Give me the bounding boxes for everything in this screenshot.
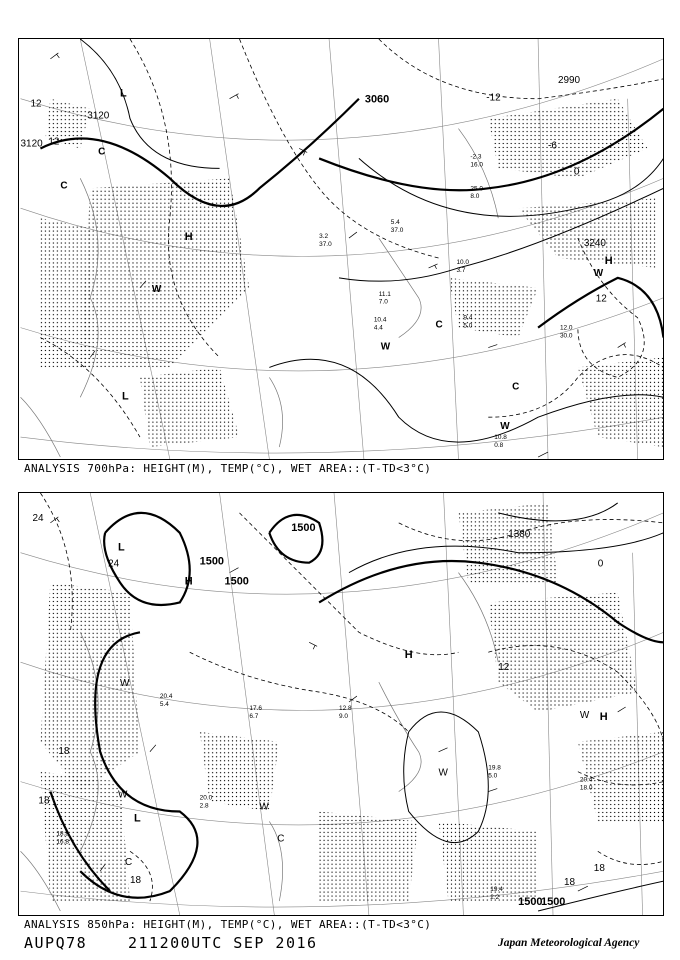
station-value: 12.8 [339, 704, 352, 712]
contour-label: 1500 [541, 896, 566, 909]
station-value: 10.8 [494, 434, 507, 442]
warm-center-symbol: W [259, 801, 269, 813]
station-value: 16.0 [470, 161, 483, 169]
station-value: 25.0 [470, 185, 483, 193]
station-value: 4.4 [373, 324, 383, 332]
warm-center-symbol: W [500, 421, 510, 433]
contour-label: 1500 [199, 555, 225, 568]
warm-center-symbol: W [593, 267, 604, 279]
isotherm-label: 18 [38, 795, 50, 807]
station-value: 30.0 [559, 332, 573, 340]
map-700hpa-svg [19, 39, 664, 459]
station-value: 19.8 [488, 764, 501, 772]
station-value: 18.8 [56, 830, 69, 838]
warm-center-symbol: W [579, 709, 590, 721]
low-center-symbol: L [118, 541, 125, 554]
wet-area [40, 503, 663, 901]
wet-area [40, 99, 663, 450]
station-value: 6.7 [249, 712, 259, 720]
station-value: 8.0 [470, 193, 480, 201]
station-value: 20.4 [159, 693, 173, 701]
low-center-symbol: L [133, 812, 141, 825]
map-panel-700hpa [18, 38, 664, 460]
station-value: 3.7 [456, 266, 466, 274]
station-value: 19.4 [490, 886, 503, 894]
warm-center-symbol: W [438, 767, 448, 779]
low-center-symbol: L [122, 390, 129, 403]
high-center-symbol: H [184, 575, 193, 588]
agency-name: Japan Meteorological Agency [498, 937, 640, 949]
cold-center-symbol: C [435, 319, 443, 331]
station-value: 16.8 [56, 838, 69, 846]
station-value: 9.4 [463, 314, 473, 322]
station-value: 17.6 [249, 704, 263, 712]
cold-center-symbol: C [277, 833, 285, 845]
isotherm-label: 18 [130, 875, 142, 887]
station-value: 0.8 [494, 442, 504, 450]
map-850hpa-svg [19, 493, 664, 915]
caption-850hpa: ANALYSIS 850hPa: HEIGHT(M), TEMP(°C), WET AREA::(T-TD<3°C) [24, 918, 432, 931]
station-value: 37.0 [390, 227, 404, 235]
isotherm-label: 24 [108, 558, 120, 570]
station-value: 5.0 [463, 322, 473, 330]
station-value: 9.0 [339, 712, 348, 720]
station-value: 20.4 [579, 776, 593, 784]
caption-700hpa: ANALYSIS 700hPa: HEIGHT(M), TEMP(°C), WET AREA::(T-TD<3°C) [24, 462, 432, 475]
high-center-symbol: H [599, 710, 608, 723]
contour-label: 1500 [291, 521, 316, 534]
station-value: 11.1 [378, 290, 391, 298]
station-value: 12.0 [559, 324, 573, 332]
isotherm-label: 18 [563, 877, 576, 889]
contour-label: 3120 [87, 110, 110, 122]
contour-label: 3060 [364, 93, 390, 106]
cold-center-symbol: C [60, 180, 68, 192]
cold-center-symbol: C [98, 146, 106, 158]
station-value: 2.8 [199, 802, 209, 810]
station-value: 18.0 [579, 784, 593, 792]
contour-label: 1500 [518, 896, 543, 909]
valid-time: 211200UTC SEP 2016 [128, 934, 318, 952]
station-value: 3.2 [319, 233, 329, 241]
isotherm-label: 0 [573, 166, 580, 178]
warm-center-symbol: W [118, 789, 128, 801]
high-center-symbol: H [184, 231, 193, 244]
station-value: 7.0 [378, 298, 388, 306]
high-center-symbol: H [404, 649, 413, 662]
map-panel-850hpa [18, 492, 664, 916]
isotherm-label: 12 [30, 98, 42, 110]
isotherm-label: 18 [593, 863, 605, 875]
contour-label: 1500 [224, 575, 249, 588]
station-value: 37.0 [319, 241, 332, 249]
isotherm-label: 12 [498, 662, 510, 674]
station-value: 5.0 [488, 772, 498, 780]
isotherm-label: 18 [58, 745, 70, 757]
warm-center-symbol: W [120, 678, 130, 690]
isotherm-label: 12 [48, 136, 60, 148]
isotherm-label: 0 [597, 558, 604, 570]
contour-label: 1380 [508, 528, 531, 540]
station-value: 2.2 [490, 894, 500, 902]
low-center-symbol: L [120, 87, 127, 100]
station-value: 5.4 [390, 219, 400, 227]
contour-label: 3120 [20, 138, 43, 150]
cold-center-symbol: C [512, 381, 520, 393]
station-value: -2.3 [470, 153, 482, 161]
station-value: 10.4 [373, 316, 387, 324]
contour-label: 2990 [557, 74, 581, 86]
isotherm-label: 24 [32, 512, 44, 524]
isotherm-label: -12 [486, 92, 501, 104]
isotherm-label: 12 [595, 293, 607, 305]
station-value: 10.0 [456, 258, 470, 266]
contour-label: 3240 [583, 238, 606, 250]
station-value: 5.4 [159, 700, 169, 708]
chart-id: AUPQ78 [24, 934, 88, 952]
isotherm-label: -6 [548, 140, 557, 152]
station-value: 20.0 [199, 794, 213, 802]
warm-center-symbol: W [380, 341, 391, 353]
cold-center-symbol: C [125, 857, 133, 869]
high-center-symbol: H [604, 254, 613, 267]
warm-center-symbol: W [151, 283, 162, 295]
